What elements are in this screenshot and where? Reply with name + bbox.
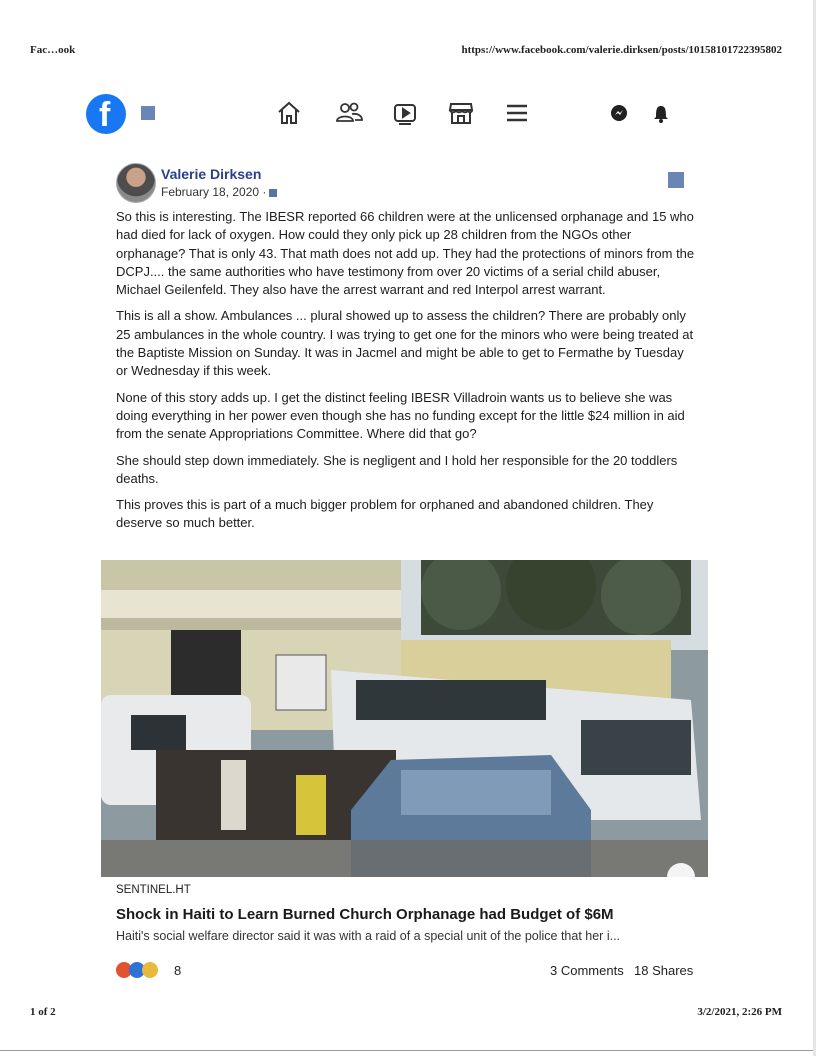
comments-count[interactable]: 3 Comments (550, 963, 624, 978)
marketplace-icon[interactable] (446, 98, 476, 128)
post-options-icon[interactable] (668, 172, 684, 188)
sad-reaction-icon (142, 962, 158, 978)
reactions-summary[interactable] (116, 962, 196, 978)
messenger-icon[interactable] (604, 98, 634, 128)
search-icon[interactable] (141, 106, 155, 120)
print-header-url: https://www.facebook.com/valerie.dirksen/posts/10158101722395802 (461, 44, 782, 56)
post-paragraph: None of this story adds up. I get the distinct feeling IBESR Villadroin wants us to believe she was doing everything in her power even though she has no funding except for the little $24 million in aid from the senate Appropriations Committee. Where did that go? (116, 389, 685, 442)
friends-icon[interactable] (334, 98, 364, 128)
top-navbar (86, 92, 686, 136)
watch-icon[interactable] (390, 98, 420, 128)
shares-count[interactable]: 18 Shares (634, 963, 694, 978)
link-description: Haiti's social welfare director said it was with a raid of a special unit of the police that her i... (116, 929, 621, 943)
post-paragraph: This is all a show. Ambulances ... plural showed up to assess the children? There are probably only 25 ambulances in the whole country. I was trying to get one for the minors who were being treated at the Baptiste Mission on Sunday. It was in Jacmel and might be able to get to Fermathe by Tuesday or Wednesday if this week. (116, 308, 694, 379)
post-paragraph: She should step down immediately. She is negligent and I hold her responsible for the 20 toddlers deaths. (116, 452, 678, 486)
post-paragraph: This proves this is part of a much bigger problem for orphaned and abandoned children. They deserve so much better. (116, 497, 654, 531)
reaction-count: 8 (174, 963, 182, 978)
post-author-name[interactable]: Valerie Dirksen (161, 166, 262, 182)
privacy-icon (269, 189, 277, 197)
home-icon[interactable] (274, 98, 304, 128)
page-bottom-rule (0, 1050, 816, 1051)
link-headline[interactable]: Shock in Haiti to Learn Burned Church Orphanage had Budget of $6M (116, 906, 614, 923)
menu-icon[interactable] (502, 98, 532, 128)
post-body (116, 208, 696, 541)
post-date-text: February 18, 2020 · (161, 185, 267, 199)
author-avatar[interactable] (116, 163, 156, 203)
print-header-title: Fac…ook (30, 44, 76, 56)
link-source: SENTINEL.HT (116, 884, 191, 896)
post-timestamp[interactable] (161, 185, 277, 199)
facebook-logo[interactable] (86, 94, 126, 134)
print-timestamp: 3/2/2021, 2:26 PM (697, 1006, 782, 1018)
post-paragraph: So this is interesting. The IBESR reported 66 children were at the unlicensed orphanage and 15 who had died for lack of oxygen. How could they only pick up 28 children from the NGOs other orphanage? That is only 43. That math does not add up. They had the protections of minors from the DCPJ.... the same authorities who have testimony from over 20 victims of a serial child abuser, Michael Geilenfeld. They also have the arrest warrant and red Interpol arrest warrant. (116, 209, 695, 298)
facebook-logo-letter: f (99, 96, 111, 134)
link-preview-image[interactable] (101, 560, 708, 877)
notifications-icon[interactable] (646, 98, 676, 128)
print-page-number: 1 of 2 (30, 1006, 56, 1018)
